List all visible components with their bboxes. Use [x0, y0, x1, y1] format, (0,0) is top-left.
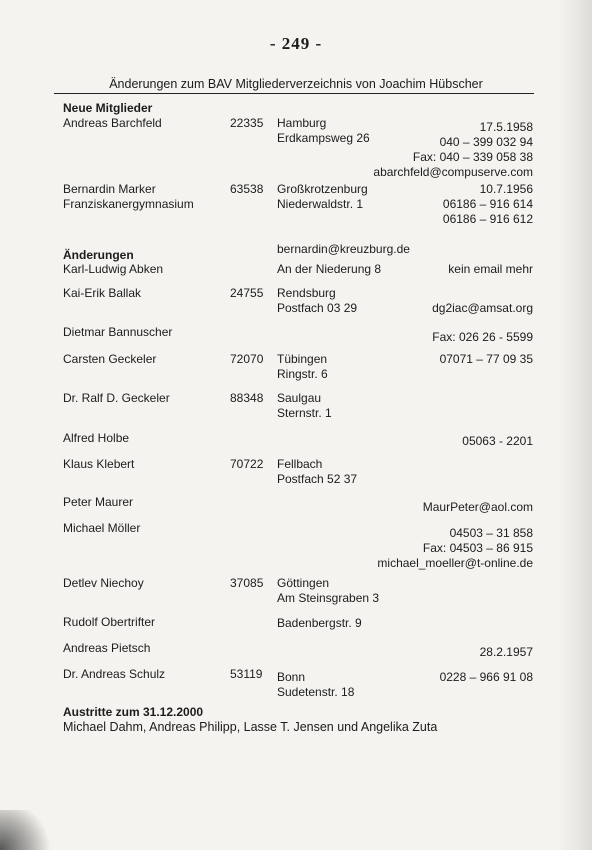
- member-name: [63, 615, 155, 630]
- text-line: 06186 – 916 612: [442, 212, 533, 226]
- text-line: An der Niederung 8: [277, 262, 382, 276]
- member-name: [63, 352, 156, 367]
- member-address: [277, 182, 410, 257]
- text-line: Hamburg: [277, 116, 327, 130]
- text-line: [277, 227, 410, 242]
- text-line: Michael Möller: [63, 521, 141, 535]
- text-line: Bonn: [277, 670, 306, 684]
- member-name: [63, 391, 170, 406]
- member-contact: [448, 262, 533, 277]
- text-line: [432, 286, 533, 301]
- text-line: Postfach 52 37: [277, 472, 358, 486]
- member-name: [63, 667, 165, 682]
- text-line: Fax: 026 26 - 5599: [432, 330, 533, 344]
- text-line: Kai-Erik Ballak: [63, 286, 142, 300]
- text-line: Dietmar Bannuscher: [63, 325, 173, 339]
- text-line: Ringstr. 6: [277, 367, 328, 381]
- member-address: [277, 262, 381, 277]
- text-line: Franziskanergymnasium: [63, 197, 194, 211]
- text-line: Fellbach: [277, 457, 323, 471]
- member-address: [277, 391, 332, 421]
- member-postal-code: 63538: [230, 182, 264, 196]
- member-name: [63, 262, 163, 277]
- text-line: [277, 212, 410, 227]
- member-name: [63, 495, 133, 510]
- member-postal-code: 72070: [230, 352, 264, 366]
- member-contact: [432, 286, 533, 316]
- text-line: Badenbergstr. 9: [277, 616, 362, 630]
- member-contact: [440, 352, 533, 367]
- text-line: Sternstr. 1: [277, 406, 332, 420]
- text-line: Klaus Klebert: [63, 457, 135, 471]
- text-line: Fax: 040 – 339 058 38: [412, 150, 533, 164]
- member-name: [63, 182, 194, 212]
- text-line: Dr. Ralf D. Geckeler: [63, 391, 170, 405]
- member-postal-code: 70722: [230, 457, 264, 471]
- member-name: [63, 457, 134, 472]
- member-address: [277, 352, 328, 382]
- page-number: - 249 -: [269, 34, 323, 53]
- text-line: Niederwaldstr. 1: [277, 197, 364, 211]
- member-contact: [462, 419, 533, 449]
- member-name: [63, 641, 150, 656]
- text-line: Rudolf Obertrifter: [63, 615, 156, 629]
- text-line: abarchfeld@compuserve.com: [373, 165, 533, 179]
- section-heading-changes: Änderungen: [63, 248, 134, 262]
- member-postal-code: 24755: [230, 286, 264, 300]
- text-line: 07071 – 77 09 35: [439, 352, 533, 366]
- text-line: 05063 - 2201: [462, 434, 533, 448]
- member-entry: [0, 182, 592, 262]
- text-line: Tübingen: [277, 352, 328, 366]
- member-address: [277, 576, 379, 606]
- section-heading-departures: Austritte zum 31.12.2000: [63, 705, 204, 719]
- member-name: [63, 431, 129, 446]
- text-line: 0228 – 966 91 08: [439, 670, 533, 684]
- member-name: [63, 286, 141, 301]
- text-line: Peter Maurer: [63, 495, 134, 509]
- member-contact: [480, 645, 533, 660]
- member-name: [63, 521, 140, 536]
- text-line: Saulgau: [277, 391, 322, 405]
- text-line: Großkrotzenburg: [277, 182, 368, 196]
- member-contact: [440, 670, 533, 685]
- text-line: Fax: 04503 – 86 915: [422, 541, 533, 555]
- member-contact: [423, 500, 533, 515]
- text-line: michael_moeller@t-online.de: [377, 556, 533, 570]
- text-line: Andreas Pietsch: [63, 641, 151, 655]
- text-line: Erdkampsweg 26: [277, 131, 370, 145]
- member-name: [63, 116, 162, 131]
- text-line: Karl-Ludwig Abken: [63, 262, 164, 276]
- member-address: [277, 616, 362, 631]
- member-postal-code: 37085: [230, 576, 264, 590]
- member-contact: [377, 526, 533, 571]
- member-postal-code: 22335: [230, 116, 264, 130]
- text-line: kein email mehr: [448, 262, 533, 276]
- departures-list: Michael Dahm, Andreas Philipp, Lasse T. Jensen und Angelika Zuta: [63, 720, 438, 734]
- text-line: 040 – 399 032 94: [439, 135, 533, 149]
- text-line: 17.5.1958: [479, 120, 533, 134]
- header-rule: [54, 93, 534, 94]
- scan-corner-shadow: [0, 810, 60, 850]
- member-address: [277, 286, 357, 316]
- member-contact: [373, 120, 533, 180]
- section-heading-new-members: Neue Mitglieder: [63, 101, 153, 115]
- member-contact: [443, 182, 533, 227]
- text-line: Rendsburg: [277, 286, 336, 300]
- text-line: Alfred Holbe: [63, 431, 130, 445]
- member-address: [277, 457, 357, 487]
- text-line: Andreas Barchfeld: [63, 116, 162, 130]
- member-postal-code: 88348: [230, 391, 264, 405]
- text-line: 04503 – 31 858: [449, 526, 533, 540]
- text-line: Detlev Niechoy: [63, 576, 144, 590]
- member-name: [63, 576, 144, 591]
- page-header-title: Änderungen zum BAV Mitgliederverzeichnis von Joachim Hübscher: [109, 77, 483, 91]
- member-contact: [432, 315, 533, 345]
- text-line: 06186 – 916 614: [442, 197, 533, 211]
- text-line: bernardin@kreuzburg.de: [277, 242, 410, 256]
- text-line: Göttingen: [277, 576, 330, 590]
- text-line: Sudetenstr. 18: [277, 685, 355, 699]
- text-line: dg2iac@amsat.org: [432, 301, 533, 315]
- change-entry: [0, 667, 592, 747]
- member-postal-code: 53119: [230, 667, 263, 681]
- text-line: Carsten Geckeler: [63, 352, 157, 366]
- text-line: Postfach 03 29: [277, 301, 358, 315]
- member-address: [277, 116, 370, 146]
- text-line: [432, 315, 533, 330]
- text-line: 28.2.1957: [479, 645, 533, 659]
- text-line: Bernardin Marker: [63, 182, 156, 196]
- member-name: [63, 325, 172, 340]
- text-line: Dr. Andreas Schulz: [63, 667, 166, 681]
- text-line: [462, 419, 533, 434]
- text-line: Am Steinsgraben 3: [277, 591, 380, 605]
- text-line: 10.7.1956: [479, 182, 533, 196]
- member-address: [277, 670, 354, 700]
- text-line: MaurPeter@aol.com: [422, 500, 533, 514]
